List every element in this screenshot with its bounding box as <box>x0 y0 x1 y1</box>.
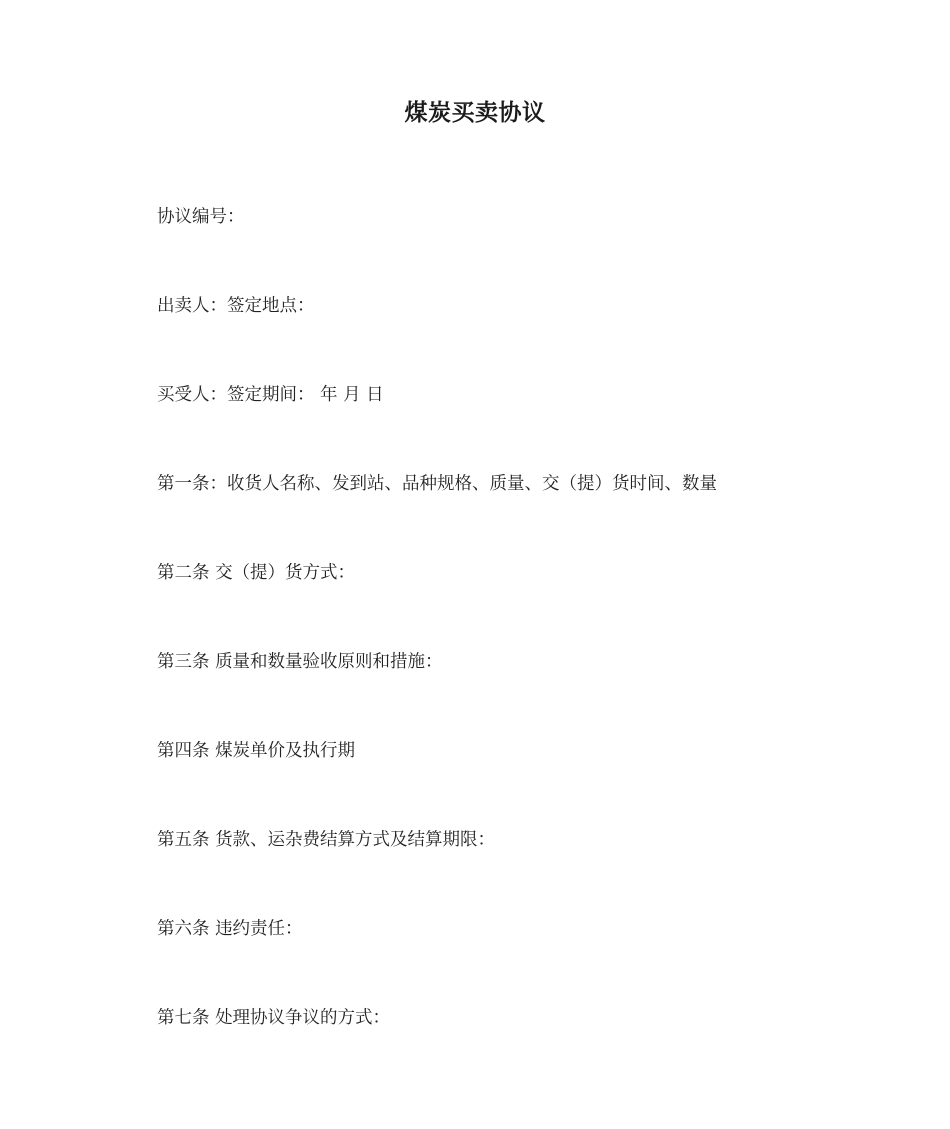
document-title: 煤炭买卖协议 <box>404 100 546 126</box>
buyer-line: 买受人：签定期间： 年 月 日 <box>157 385 384 405</box>
article-5-line: 第五条 货款、运杂费结算方式及结算期限： <box>157 830 496 850</box>
article-7-line: 第七条 处理协议争议的方式： <box>157 1008 391 1028</box>
seller-line: 出卖人：签定地点： <box>157 296 315 316</box>
article-6-line: 第六条 违约责任： <box>157 919 303 939</box>
article-4-line: 第四条 煤炭单价及执行期 <box>157 741 356 761</box>
article-1-line: 第一条：收货人名称、发到站、品种规格、质量、交（提）货时间、数量 <box>157 474 717 494</box>
article-3-line: 第三条 质量和数量验收原则和措施： <box>157 652 443 672</box>
article-2-line: 第二条 交（提）货方式： <box>157 563 356 583</box>
agreement-number-line: 协议编号： <box>157 207 245 227</box>
